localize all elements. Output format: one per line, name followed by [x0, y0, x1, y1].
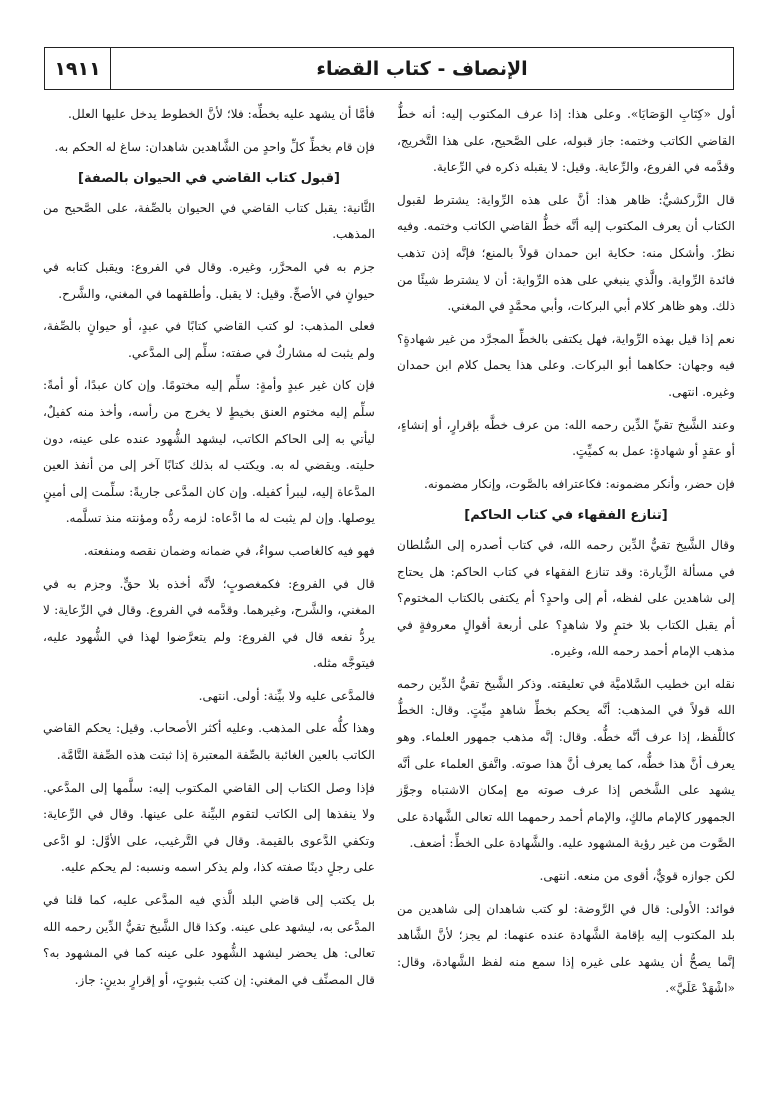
header-title: الإنصاف - كتاب القضاء — [316, 57, 528, 80]
paragraph: جزم به في المحرَّر، وغيره. وقال في الفروع: ويقبل كتابه في حيوانٍ في الأصحِّ. وقيل: لا يقبل. وأطلقهما في المغني، والشَّرح. — [43, 259, 375, 301]
paragraph: وعند الشَّيخ تقيِّ الدِّين رحمه الله: من عرف خطَّه بإقرارٍ، أو إنشاءٍ، أو عقدٍ أو شهادةٍ: عمل به كميِّتٍ. — [397, 417, 735, 459]
running-header — [44, 47, 734, 90]
paragraph: الثَّانية: يقبل كتاب القاضي في الحيوان بالصِّفة، على الصَّحيح من المذهب. — [43, 200, 375, 242]
paragraph: نقله ابن خطيب السَّلاميَّة في تعليقته. وذكر الشَّيخ تقيُّ الدِّين رحمه الله قولاً في المذهب: أنَّه يحكم بخطِّ شاهدٍ ميِّتٍ. وقال: الخطُّ كاللَّفظ، إذا عرف أنَّه خطُّه. وقال: إنَّه مذهب جمهور العلماء. وهو يعرف أنَّ هذا خطُّه، كما يعرف أنَّ هذا صوته. واتَّفق العلماء على أنَّه يشهد على الشَّخص إذا عرف صوته مع إمكان الاشتباه وجوَّز الجمهور كالإمام مالكٍ، والإمام أحمد رحمهما الله تعالى الشَّهادة على الصَّوت من غير رؤية المشهود عليه. والشَّهادة على الخطِّ: أضعف. — [397, 676, 735, 851]
paragraph: وهذا كلُّه على المذهب. وعليه أكثر الأصحاب. وقيل: يحكم القاضي الكاتب بالعين الغائبة بالصِّفة المعتبرة إذا ثبتت هذه الصِّفة التَّامَّة. — [43, 721, 375, 763]
paragraph: بل يكتب إلى قاضي البلد الَّذي فيه المدَّعى عليه، كما قلنا في المدَّعى به، ليشهد على عينه. وكذا قال الشَّيخ تقيُّ الدِّين رحمه الله تعالى: هل يحضر ليشهد الشُّهود على عينه كما في المشهود به؟ قال المصنِّف في المغني: إن كتب بثبوتٍ، أو إقرارٍ بدينٍ: جاز. — [43, 893, 375, 987]
paragraph: فعلى المذهب: لو كتب القاضي كتابًا في عبدٍ، أو حيوانٍ بالصِّفة، ولم يثبت له مشاركٌ في صفته: سلِّم إلى المدَّعي. — [43, 319, 375, 360]
section-heading: [تنازع الفقهاء في كتاب الحاكم] — [464, 508, 668, 524]
paragraph: قال الزَّركشيُّ: ظاهر هذا: أنَّ على هذه الرِّواية: يشترط لقبول الكتاب أن يعرف المكتوب إليه أنَّه خطُّ القاضي الكاتب وختمه. وفيه نظرٌ. وأشكل منه: حكاية ابن حمدان قولاً بالمنع؛ فإنَّه إذن تذهب فائدة الرِّواية. والَّذي ينبغي على هذه الرِّواية: أن لا يشترط شيئًا من ذلك. وهو ظاهر كلام أبي البركات، وأبي محمَّدٍ في المغني. — [397, 192, 735, 314]
paragraph: فإن كان غير عبدٍ وأمةٍ: سلِّم إليه مختومًا. وإن كان عبدًا، أو أمةً: سلِّم إليه مختوم العنق بخيطٍ لا يخرج من رأسه، وأخذ منه كفيلٌ، ليأتي به إلى الحاكم الكاتب، ليشهد الشُّهود عنده على عينه، دون حليته. ويقضي له به. ويكتب له بذلك كتابًا آخر إلى من أنفذ العين المدَّعاة إليه، ليبرأ كفيله. وإن كان المدَّعى جاريةً: سلِّمت إلى أمينٍ يوصلها. وإن لم يثبت له ما ادَّعاه: لزمه ردُّه ومؤنته منذ تسلَّمه. — [43, 378, 375, 526]
paragraph: أول «كِتَابِ الوَصَايَا». وعلى هذا: إذا عرف المكتوب إليه: أنه خطُّ القاضي الكاتب وختمه: جاز قبوله، على الصَّحيح، على هذا التَّخريج، وقدَّمه في الفروع، والرِّعاية. وقيل: لا يقبله ذكره في الرِّعاية. — [397, 107, 735, 175]
paragraph: وقال الشَّيخ تقيُّ الدِّين رحمه الله، في كتاب أصدره إلى السُّلطان في مسألة الزِّيارة: وقد تنازع الفقهاء في كتاب الحاكم: هل يحتاج إلى شاهدين على لفظه، أم إلى واحدٍ؟ أم يكتفى بالكتاب المختوم؟ أم يقبل الكتاب بلا ختمٍ ولا شاهدٍ؟ على أربعة أقوالٍ معروفةٍ في مذهب الإمام أحمد رحمه الله، وغيره. — [397, 537, 735, 659]
right-column — [397, 101, 735, 1008]
paragraph: فهو فيه كالغاصب سواءٌ، في ضمانه وضمان نقصه ومنفعته. — [83, 543, 375, 558]
paragraph: فإن حضر، وأنكر مضمونه: فكاعترافه بالصَّوت، وإنكار مضمونه. — [424, 476, 735, 491]
paragraph: فإذا وصل الكتاب إلى القاضي المكتوب إليه: سلَّمها إلى المدَّعي. ولا ينفذها إلى الكاتب لتقوم البيِّنة على عينها. وقال في الرِّعاية: وتكفي الدَّعوى بالقيمة. وقال في التَّرغيب، على الأوَّل: لو ادَّعى على رجلٍ دينًا صفته كذا، ولم يذكر اسمه ونسبه: لم يحكم عليه. — [43, 780, 375, 875]
page-number: ١٩١١ — [45, 48, 111, 89]
paragraph: فالمدَّعى عليه ولا بيِّنة: أولى. انتهى. — [198, 688, 375, 703]
left-column — [43, 101, 375, 999]
paragraph: فأمَّا أن يشهد عليه بخطِّه: فلا؛ لأنَّ الخطوط يدخل عليها العلل. — [68, 107, 375, 121]
section-heading: [قبول كتاب القاضي في الحيوان بالصفة] — [78, 171, 340, 187]
paragraph: فوائد: الأولى: قال في الرَّوضة: لو كتب شاهدان إلى شاهدين من بلد المكتوب إليه بإقامة الشَّهادة عنده عنهما: لم يجز؛ لأنَّ الشَّاهد إنَّما يصحُّ أن يشهد على غيره إذا سمع منه لفظ الشَّهادة، وقال: «اشْهَدْ عَلَيَّ». — [397, 901, 735, 996]
paragraph: لكن جوازه قويٌّ، أقوى من منعه. انتهى. — [539, 869, 735, 884]
paragraph: نعم إذا قيل بهذه الرِّواية، فهل يكتفى بالخطِّ المجرَّد من غير شهادةٍ؟ فيه وجهان: حكاهما أبو البركات. وعلى هذا يحمل كلام ابن حمدان وغيره. انتهى. — [397, 331, 735, 399]
paragraph: فإن قام بخطِّ كلِّ واحدٍ من الشَّاهدين شاهدان: ساغ له الحكم به. — [54, 139, 375, 154]
paragraph: قال في الفروع: فكمغصوبٍ؛ لأنَّه أخذه بلا حقٍّ. وجزم به في المغني، والشَّرح، وغيرهما. وقدَّمه في الفروع. وقال في الرِّعاية: لا يردُّ نفعه قال في الفروع: ولم يتعرَّضوا لهذا في الشُّهود عليه، فيتوجَّه مثله. — [43, 576, 375, 671]
